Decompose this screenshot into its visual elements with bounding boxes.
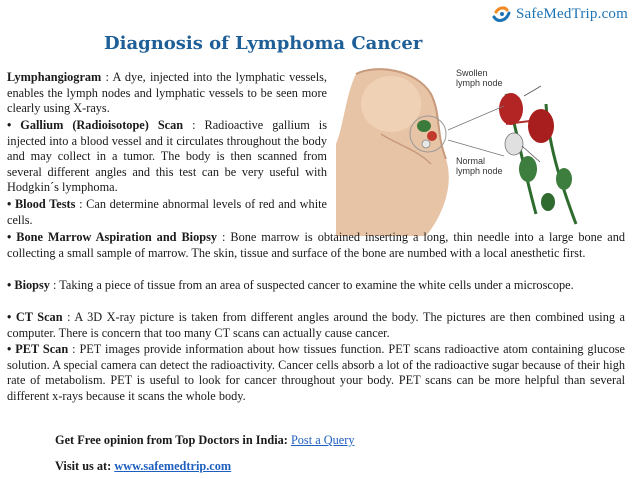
section-text: : PET images provide information about how tissues function. PET scans radioactive atom containing glucose solution. A special camera can detect the radioactivity. Cancer cells absorb a lot of the radioactive sugar because of their high rate of metabolism. PET is useful to look for cancer throughout your body. PET scans can be more helpful than several different x-rays because it scans the whole body. <box>7 342 625 403</box>
section-term: Biopsy <box>14 278 50 292</box>
page-title: Diagnosis of Lymphoma Cancer <box>104 33 423 54</box>
bullet: • <box>7 197 15 211</box>
section-term: Lymphangiogram <box>7 70 102 84</box>
section-text: : Radioactive gallium is injected into a blood vessel and it circulates throughout the body and may collect in a tumor. The body is then scanned from several different angles and this test can be very useful with Hodgkin´s lymphoma. <box>7 118 327 195</box>
section-term: Gallium (Radioisotope) Scan <box>20 118 184 132</box>
section-term: Blood Tests <box>14 197 76 211</box>
opinion-label: Get Free opinion from Top Doctors in India <box>55 433 284 447</box>
section-gallium-scan <box>7 118 327 196</box>
website-link[interactable]: www.safemedtrip.com <box>114 459 232 473</box>
section-text: : Taking a piece of tissue from an area of suspected cancer to examine the white cells under a microscope. <box>49 278 574 292</box>
footer-opinion <box>55 433 354 448</box>
label-swollen-2: lymph node <box>456 78 503 88</box>
bullet: • <box>7 310 16 324</box>
opinion-separator: : <box>283 433 291 447</box>
label-normal-2: lymph node <box>456 166 503 176</box>
label-swollen: Swollen <box>456 68 488 78</box>
section-text: : A dye, injected into the lymphatic vessels, enables the lymph nodes and lymphatic vessels to be seen more clearly using X-rays. <box>7 70 327 116</box>
section-term: CT Scan <box>15 310 63 324</box>
post-query-link[interactable]: Post a Query <box>290 433 355 447</box>
bullet: • <box>7 278 15 292</box>
logo-text: SafeMedTrip.com <box>515 5 628 22</box>
section-ct-scan <box>7 310 625 341</box>
section-blood-tests <box>7 197 327 228</box>
section-text: : A 3D X-ray picture is taken from different angles around the body. The pictures are then combined using a computer. There is concern that too many CT scans can actually cause cancer. <box>7 310 626 340</box>
safemedtrip-logo-icon <box>490 3 512 25</box>
section-text: : Can determine abnormal levels of red and white cells. <box>7 197 327 227</box>
section-biopsy <box>7 278 625 294</box>
bullet: • <box>7 230 17 244</box>
section-text: : Bone marrow is obtained inserting a long, thin needle into a large bone and collecting a small sample of marrow. The skin, tissue and surface of the bone are numbed with a local anesthetic first. <box>7 230 625 260</box>
section-term: PET Scan <box>15 342 69 356</box>
section-bone-marrow <box>7 230 625 261</box>
section-pet-scan <box>7 342 625 404</box>
site-logo[interactable] <box>490 3 628 25</box>
visit-label: Visit us at: <box>55 459 115 473</box>
footer-visit <box>55 459 231 474</box>
bullet: • <box>7 118 21 132</box>
label-normal: Normal <box>456 156 486 166</box>
section-lymphangiogram <box>7 70 327 117</box>
bullet: • <box>7 342 16 356</box>
section-term: Bone Marrow Aspiration and Biopsy <box>16 230 218 244</box>
lymph-node-illustration <box>336 64 636 236</box>
